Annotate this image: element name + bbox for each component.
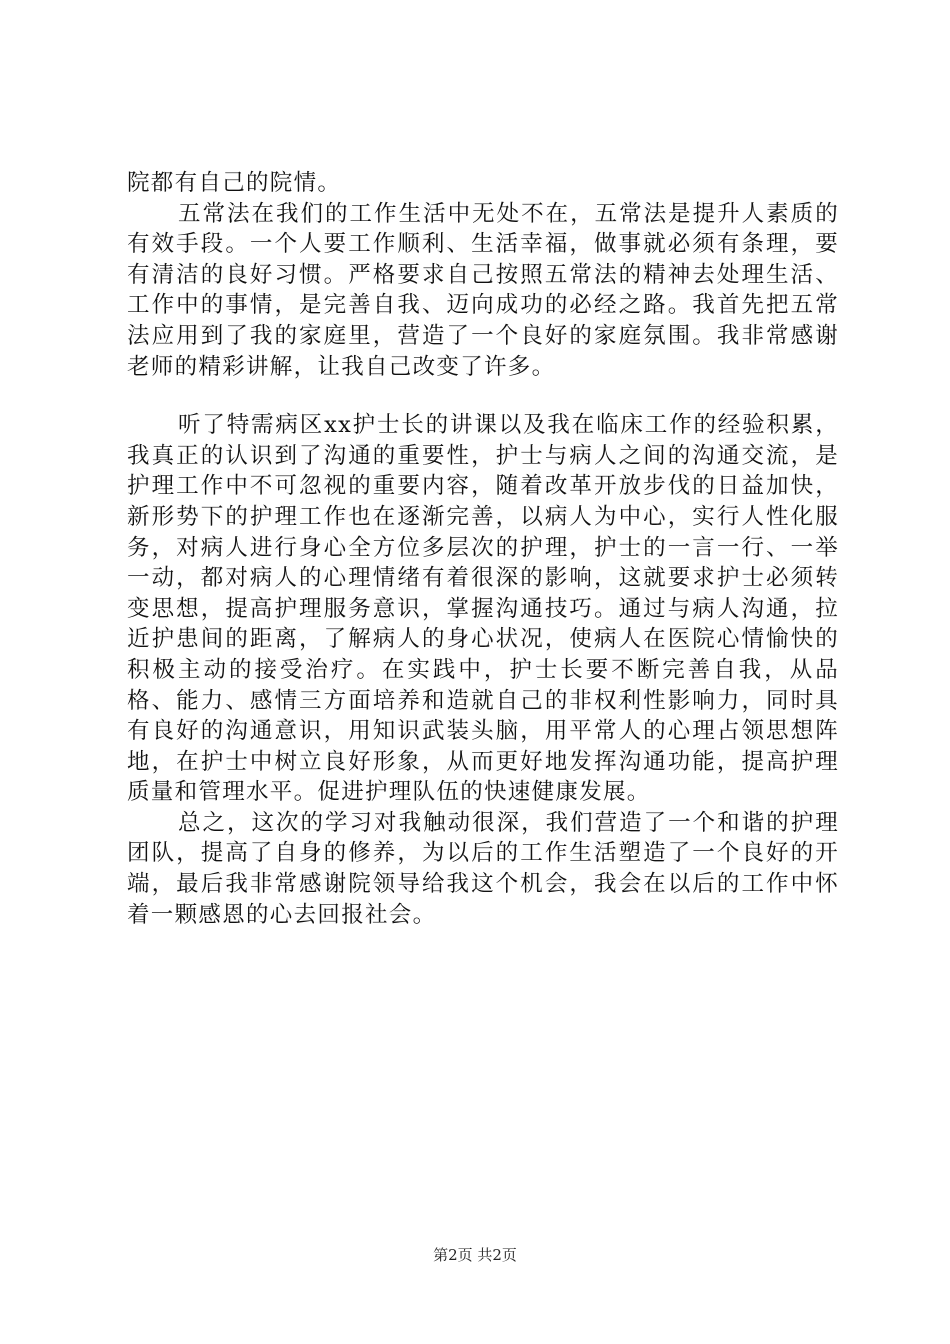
- paragraph-communication: 听了特需病区xx护士长的讲课以及我在临床工作的经验积累，我真正的认识到了沟通的重要性，护士与病人之间的沟通交流，是护理工作中不可忽视的重要内容，随着改革开放步伐的日益加快，新形势下的护理工作也在逐渐完善，以病人为中心，实行人性化服务，对病人进行身心全方位多层次的护理，护士的一言一行、一举一动，都对病人的心理情绪有着很深的影响，这就要求护士必须转变思想，提高护理服务意识，掌握沟通技巧。通过与病人沟通，拉近护患间的距离，了解病人的身心状况，使病人在医院心情愉快的积极主动的接受治疗。在实践中，护士长要不断完善自我，从品格、能力、感情三方面培养和造就自己的非权利性影响力，同时具有良好的沟通意识，用知识武装头脑，用平常人的心理占领思想阵地，在护士中树立良好形象，从而更好地发挥沟通功能，提高护理质量和管理水平。促进护理队伍的快速健康发展。: [127, 412, 839, 806]
- paragraph-continuation: 院都有自己的院情。: [127, 170, 342, 196]
- paragraph-conclusion: 总之，这次的学习对我触动很深，我们营造了一个和谐的护理团队，提高了自身的修养，为以后的工作生活塑造了一个良好的开端，最后我非常感谢院领导给我这个机会，我会在以后的工作中怀着一颗感恩的心去回报社会。: [127, 809, 839, 928]
- document-body: [127, 168, 839, 930]
- paragraph-spacer: [127, 382, 839, 410]
- paragraph-five-constant-method: 五常法在我们的工作生活中无处不在，五常法是提升人素质的有效手段。一个人要工作顺利、生活幸福，做事就必须有条理，要有清洁的良好习惯。严格要求自己按照五常法的精神去处理生活、工作中的事情，是完善自我、迈向成功的必经之路。我首先把五常法应用到了我的家庭里，营造了一个良好的家庭氛围。我非常感谢老师的精彩讲解，让我自己改变了许多。: [127, 200, 839, 380]
- page-number-footer: 第2页 共2页: [433, 1246, 517, 1264]
